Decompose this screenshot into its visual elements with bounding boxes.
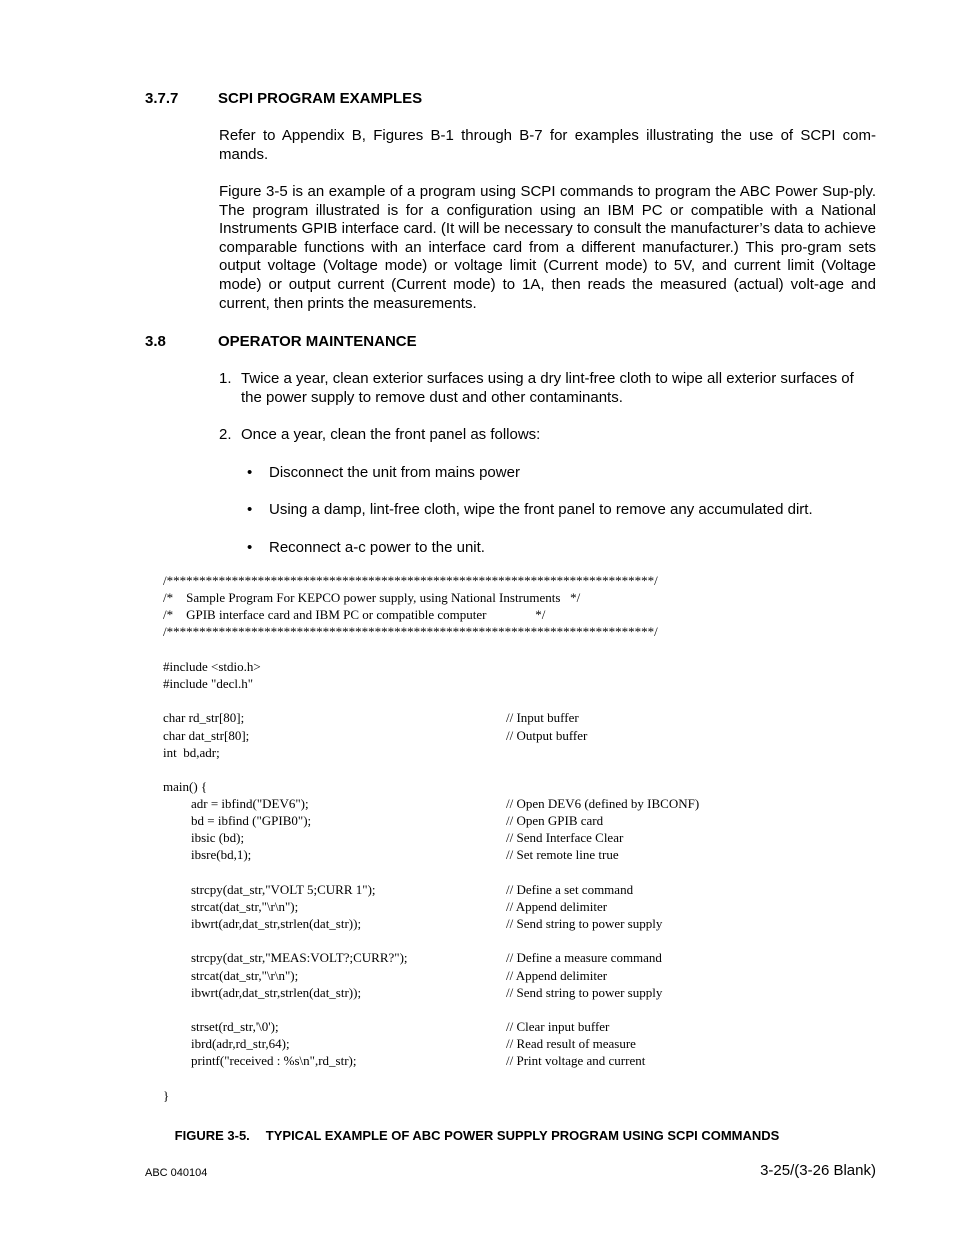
bullet-item [247, 501, 877, 520]
code-text: strcat(dat_str,"\r\n"); [191, 899, 299, 914]
code-text: adr = ibfind("DEV6"); [191, 796, 309, 811]
code-comment: // Output buffer [506, 728, 588, 743]
code-text: /***************************************************************************/ [163, 573, 658, 588]
section-number: 3.7.7 [145, 90, 179, 107]
code-text: main() { [163, 779, 208, 794]
code-text: } [163, 1088, 170, 1103]
code-text: ibsic (bd); [191, 830, 245, 845]
code-text: /***************************************************************************/ [163, 624, 658, 639]
code-comment: // Send string to power supply [506, 985, 663, 1000]
bullet-text: Using a damp, lint-free cloth, wipe the front panel to remove any accumulated dirt. [269, 501, 813, 518]
bullet-item [247, 464, 877, 483]
code-comment: // Read result of measure [506, 1036, 636, 1051]
code-text: ibsre(bd,1); [191, 847, 252, 862]
list-item-text: Once a year, clean the front panel as follows: [241, 426, 541, 443]
page-number: 3-25/(3-26 Blank) [760, 1162, 876, 1179]
code-comment: // Input buffer [506, 710, 579, 725]
figure-caption [0, 1128, 954, 1144]
code-text: strcat(dat_str,"\r\n"); [191, 968, 299, 983]
code-comment: // Append delimiter [506, 899, 608, 914]
figure-title: TYPICAL EXAMPLE OF ABC POWER SUPPLY PROGRAM USING SCPI COMMANDS [265, 1128, 780, 1143]
code-comment: // Clear input buffer [506, 1019, 610, 1034]
code-comment: // Send Interface Clear [506, 830, 624, 845]
bullet-text: Disconnect the unit from mains power [269, 464, 520, 481]
code-text: char rd_str[80]; [163, 710, 245, 725]
bullet-item [247, 539, 877, 558]
bullet-text: Reconnect a-c power to the unit. [269, 539, 485, 556]
list-number: 1. [219, 370, 232, 387]
paragraph: Figure 3-5 is an example of a program using SCPI commands to program the ABC Power Sup-ply. The program illustrated is for a configuration using an IBM PC or compatible with a National Instruments GPIB interface card. (It will be necessary to consult the manufacturer’s data to achieve comparable functions with an interface card from a different manufacturer.) This pro-gram sets output voltage (Voltage mode) or voltage limit (Current mode) to 5V, and current limit (Voltage mode) or output current (Current mode) to 1A, then reads the measured (actual) volt-age and current, then prints the measurements. [219, 183, 876, 312]
bullet-marker: • [247, 501, 253, 518]
code-text: strcpy(dat_str,"VOLT 5;CURR 1"); [191, 882, 376, 897]
section-title: SCPI PROGRAM EXAMPLES [218, 90, 423, 107]
code-comment: // Open DEV6 (defined by IBCONF) [506, 796, 700, 811]
list-number: 2. [219, 426, 232, 443]
code-text: char dat_str[80]; [163, 728, 250, 743]
code-text: strset(rd_str,'\0'); [191, 1019, 279, 1034]
code-text: #include "decl.h" [163, 676, 254, 691]
code-text: bd = ibfind ("GPIB0"); [191, 813, 312, 828]
code-text: /* Sample Program For KEPCO power supply, using National Instruments */ [163, 590, 581, 605]
code-comment: // Print voltage and current [506, 1053, 646, 1068]
code-text: ibrd(adr,rd_str,64); [191, 1036, 290, 1051]
code-text: ibwrt(adr,dat_str,strlen(dat_str)); [191, 916, 362, 931]
code-text: printf("received : %s\n",rd_str); [191, 1053, 357, 1068]
code-comment: // Send string to power supply [506, 916, 663, 931]
document-id: ABC 040104 [145, 1167, 208, 1179]
bullet-marker: • [247, 539, 253, 556]
code-text: #include <stdio.h> [163, 659, 261, 674]
code-comment: // Open GPIB card [506, 813, 604, 828]
list-item [219, 370, 876, 408]
code-text: ibwrt(adr,dat_str,strlen(dat_str)); [191, 985, 362, 1000]
code-text: /* GPIB interface card and IBM PC or compatible computer */ [163, 607, 546, 622]
code-comment: // Define a set command [506, 882, 634, 897]
code-comment: // Append delimiter [506, 968, 608, 983]
code-comment: // Define a measure command [506, 950, 662, 965]
section-number: 3.8 [145, 333, 166, 350]
list-item-text: Twice a year, clean exterior surfaces using a dry lint-free cloth to wipe all exterior surfaces of the power supply to remove dust and other contaminants. [241, 370, 854, 406]
code-comment: // Set remote line true [506, 847, 619, 862]
code-text: int bd,adr; [163, 745, 220, 760]
section-title: OPERATOR MAINTENANCE [218, 333, 417, 350]
figure-number: FIGURE 3-5. [174, 1128, 250, 1143]
code-text: strcpy(dat_str,"MEAS:VOLT?;CURR?"); [191, 950, 408, 965]
list-item [219, 426, 876, 445]
bullet-marker: • [247, 464, 253, 481]
paragraph: Refer to Appendix B, Figures B-1 through B-7 for examples illustrating the use of SCPI com-mands. [219, 127, 876, 163]
